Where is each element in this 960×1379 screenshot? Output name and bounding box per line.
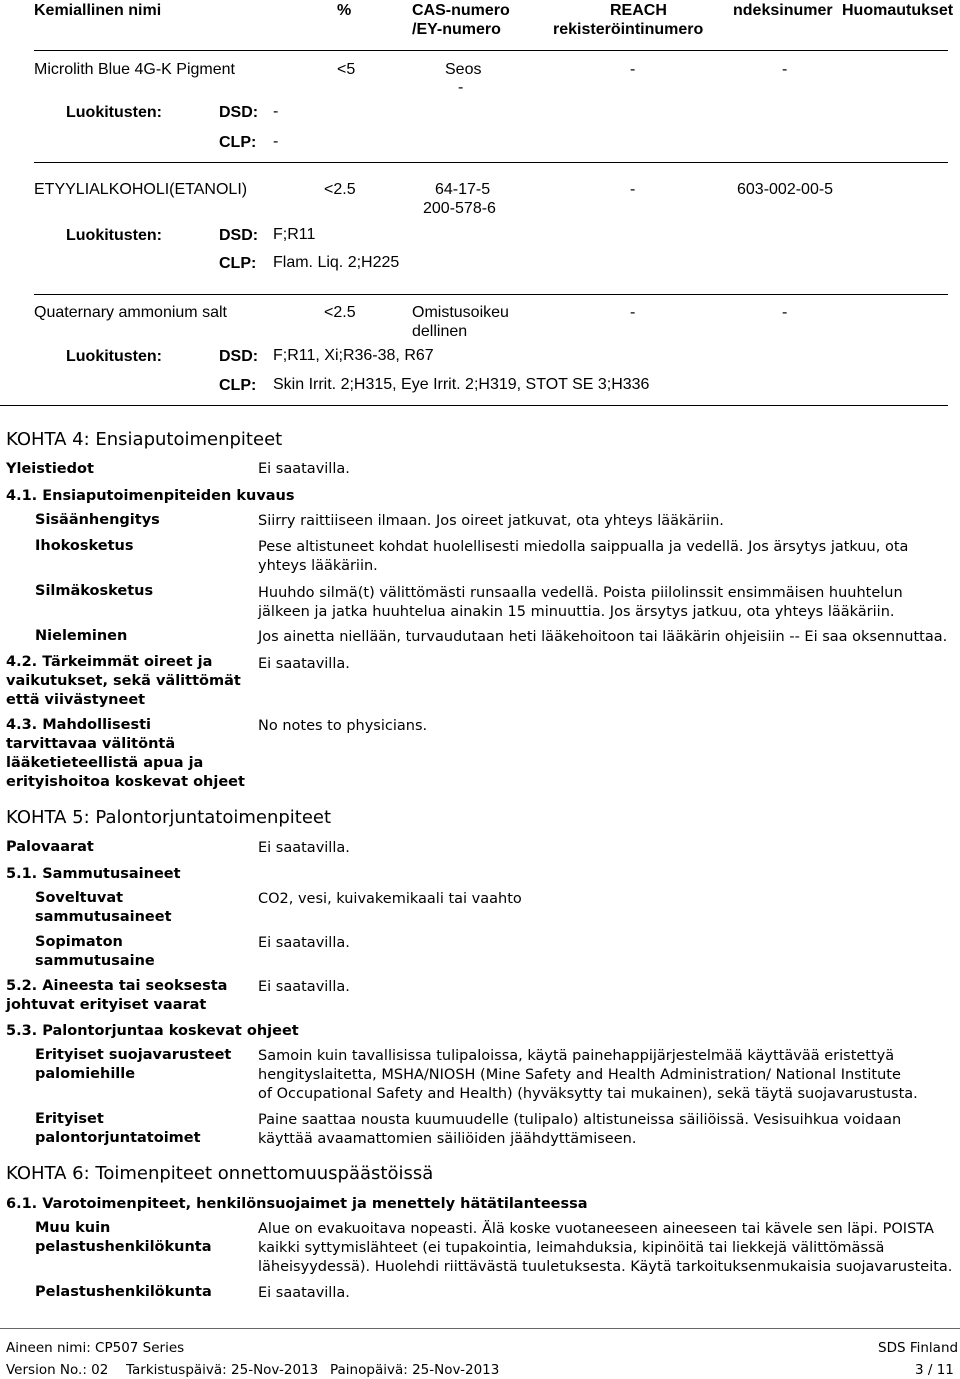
section-4-title: KOHTA 4: Ensiaputoimenpiteet [6,429,283,450]
substance-index: - [782,304,788,321]
dsd-value: F;R11 [273,226,316,243]
dsd-value: - [273,103,279,120]
clp-label: CLP: [219,255,257,272]
classification-label: Luokitusten: [66,104,162,121]
substance-percent: <2.5 [324,181,356,198]
col-header-percent: % [337,2,352,19]
classification-label: Luokitusten: [66,348,162,365]
table-bottom-rule [0,405,948,406]
skin-contact-label: Ihokosketus [35,538,134,554]
dsd-label: DSD: [219,227,259,244]
ingestion-value: Jos ainetta niellään, turvaudutaan heti lääkehoitoon tai lääkärin ohjeisiin -- Ei saa oksennuttaa. [258,629,948,645]
dsd-value: F;R11, Xi;R36-38, R67 [273,347,434,364]
subsection-5-2-value: Ei saatavilla. [258,979,350,995]
col-header-cas: CAS-numero [412,2,510,19]
classification-label: Luokitusten: [66,227,162,244]
col-header-reach: REACH [610,2,667,19]
footer-page-number: 3 / 11 [915,1362,954,1378]
non-emergency-label: Muu kuin pelastushenkilökunta [35,1220,212,1255]
substance-reach: - [630,61,636,78]
subsection-6-1-title: 6.1. Varotoimenpiteet, henkilönsuojaimet ja menettely hätätilanteessa [6,1196,588,1212]
substance-reach: - [630,181,636,198]
subsection-4-3-label: 4.3. Mahdollisesti tarvittavaa välitöntä lääketieteellistä apua ja erityishoitoa koskevat ohjeet [6,717,245,790]
fire-hazards-label: Palovaarat [6,839,94,855]
unsuitable-media-value: Ei saatavilla. [258,935,350,951]
table-header-rule [34,50,948,51]
emergency-responders-label: Pelastushenkilökunta [35,1284,212,1300]
substance-name: ETYYLIALKOHOLI(ETANOLI) [34,181,248,198]
firefighting-methods-label: Erityiset palontorjuntatoimet [35,1111,201,1146]
substance-ec: - [458,79,464,96]
suitable-media-label: Soveltuvat sammutusaineet [35,890,172,925]
eye-contact-label: Silmäkosketus [35,583,154,599]
dsd-label: DSD: [219,348,259,365]
unsuitable-media-label: Sopimaton sammutusaine [35,934,155,969]
col-header-notes: Huomautukset [842,2,954,19]
clp-value: Skin Irrit. 2;H315, Eye Irrit. 2;H319, STOT SE 3;H336 [273,376,650,393]
footer-rule [0,1328,960,1329]
clp-label: CLP: [219,134,257,151]
substance-reach: - [630,304,636,321]
general-info-value: Ei saatavilla. [258,461,350,477]
footer-version: Version No.: 02 [6,1362,109,1378]
general-info-label: Yleistiedot [6,461,94,477]
inhalation-label: Sisäänhengitys [35,512,160,528]
subsection-4-3-value: No notes to physicians. [258,718,428,734]
section-5-title: KOHTA 5: Palontorjuntatoimenpiteet [6,807,332,828]
col-header-reach-number: rekisteröintinumero [553,21,704,38]
row-divider [34,294,948,295]
footer-print-date: Painopäivä: 25-Nov-2013 [330,1362,500,1378]
suitable-media-value: CO2, vesi, kuivakemikaali tai vaahto [258,891,522,907]
section-6-title: KOHTA 6: Toimenpiteet onnettomuuspäästöissä [6,1163,434,1184]
subsection-5-1-title: 5.1. Sammutusaineet [6,866,181,882]
substance-percent: <2.5 [324,304,356,321]
subsection-5-2-label: 5.2. Aineesta tai seoksesta johtuvat erityiset vaarat [6,978,228,1013]
col-header-name: Kemiallinen nimi [34,2,162,19]
subsection-4-2-value: Ei saatavilla. [258,656,350,672]
firefighting-methods-value: Paine saattaa nousta kuumuudelle (tulipalo) altistuneissa säiliöissä. Vesisuihkua voidaan käyttää avaamattomien säiliöiden jäähdyttämiseen. [258,1112,902,1147]
col-header-ec: /EY-numero [412,21,501,38]
substance-index: 603-002-00-5 [737,181,834,198]
inhalation-value: Siirry raittiiseen ilmaan. Jos oireet jatkuvat, ota yhteys lääkäriin. [258,513,724,529]
substance-ec: 200-578-6 [423,200,496,217]
subsection-5-3-title: 5.3. Palontorjuntaa koskevat ohjeet [6,1023,299,1039]
clp-value: Flam. Liq. 2;H225 [273,254,400,271]
clp-label: CLP: [219,377,257,394]
non-emergency-value: Alue on evakuoitava nopeasti. Älä koske vuotaneeseen aineeseen tai kävele sen läpi. POISTA kaikki syttymislähteet (ei tupakointia, leimahduksia, kipinöitä tai liekkejä välittömässä läheisyydessä). Huolehdi riittävästä tuuletuksesta. Käytä tarkoituksenmukaisia suojavarusteita. [258,1221,953,1275]
firefighter-ppe-label: Erityiset suojavarusteet palomiehille [35,1047,232,1082]
fire-hazards-value: Ei saatavilla. [258,840,350,856]
col-header-index: ndeksinumer [733,2,833,19]
substance-percent: <5 [337,61,356,78]
clp-value: - [273,133,279,150]
row-divider [34,162,948,163]
subsection-4-2-label: 4.2. Tärkeimmät oireet ja vaikutukset, sekä välittömät että viivästyneet [6,654,241,708]
substance-name: Microlith Blue 4G-K Pigment [34,61,235,78]
ingestion-label: Nieleminen [35,628,128,644]
subsection-4-1-title: 4.1. Ensiaputoimenpiteiden kuvaus [6,488,295,504]
substance-cas: Seos [445,61,482,78]
emergency-responders-value: Ei saatavilla. [258,1285,350,1301]
substance-cas: Omistusoikeu [412,304,509,321]
footer-product-name: Aineen nimi: CP507 Series [6,1340,185,1356]
substance-ec: dellinen [412,323,468,340]
substance-index: - [782,61,788,78]
substance-cas: 64-17-5 [435,181,491,198]
footer-revision-date: Tarkistuspäivä: 25-Nov-2013 [126,1362,319,1378]
footer-sds-region: SDS Finland [878,1340,959,1356]
eye-contact-value: Huuhdo silmä(t) välittömästi runsaalla vedellä. Poista piilolinssit ensimmäisen huuhtelun jälkeen ja jatka huuhtelua ainakin 15 minuuttia. Jos ärsytys jatkuu, ota yhteys lääkäriin. [258,585,903,620]
dsd-label: DSD: [219,104,259,121]
skin-contact-value: Pese altistuneet kohdat huolellisesti miedolla saippualla ja vedellä. Jos ärsytys jatkuu, ota yhteys lääkäriin. [258,539,909,574]
firefighter-ppe-value: Samoin kuin tavallisissa tulipaloissa, käytä painehappijärjestelmää käyttävää eristettyä hengityslaitetta, MSHA/NIOSH (Mine Safety and Health Administration/ National Institute of Occupational Safety and Health) (hyväksytty tai mukainen), sekä täytä suojavarustusta. [258,1048,918,1102]
substance-name: Quaternary ammonium salt [34,304,227,321]
